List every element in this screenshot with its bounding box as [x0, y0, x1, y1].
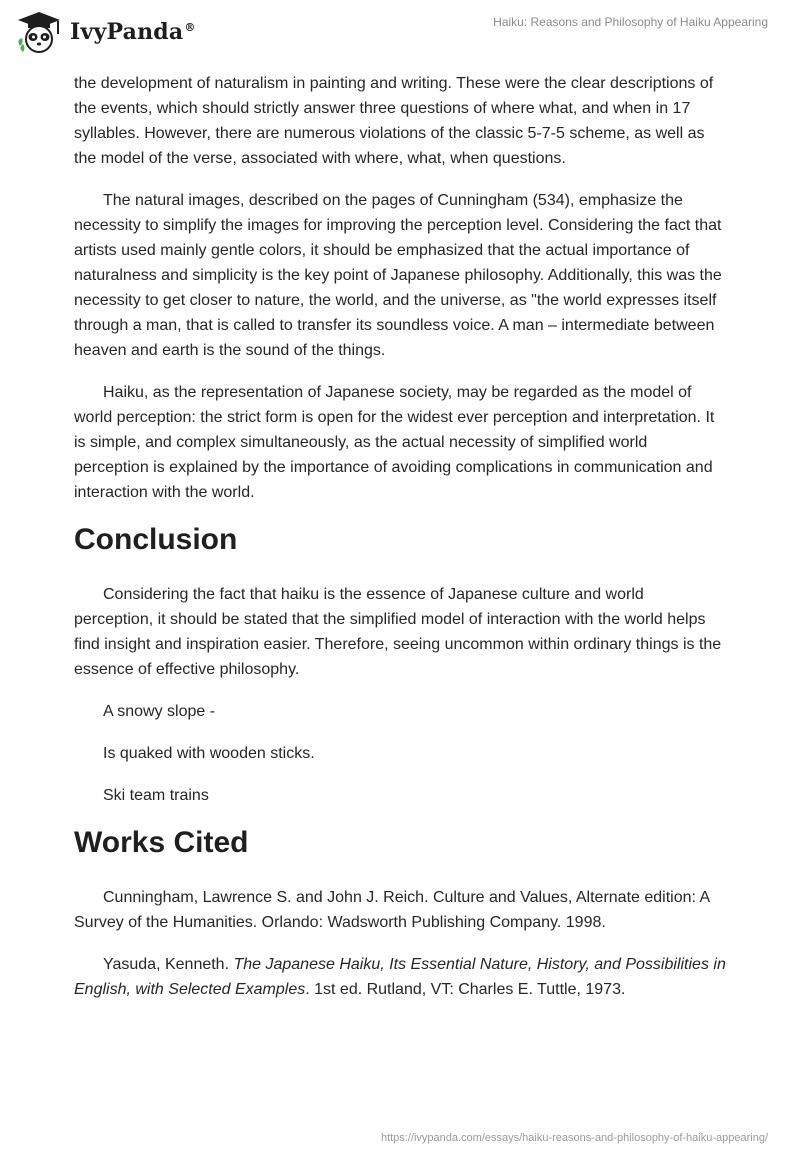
essay-content [74, 71, 726, 1019]
reference-author: Yasuda, Kenneth. [103, 956, 234, 973]
reference-title: The Japanese Haiku, Its Essential Nature, History, and Possibilities in English, with Selected Examples [74, 956, 726, 998]
conclusion-paragraph: Considering the fact that haiku is the essence of Japanese culture and world perception, it should be stated that the simplified model of interaction with the world helps find insight and inspiration easier. Therefore, seeing uncommon within ordinary things is the essence of effective philosophy. [74, 586, 722, 678]
verse-line-1: A snowy slope - [103, 703, 216, 720]
reference-cunningham: Cunningham, Lawrence S. and John J. Reich. Culture and Values, Alternate edition: A Survey of the Humanities. Orlando: Wadsworth Publishing Company. 1998. [74, 889, 710, 931]
ivypanda-logo[interactable] [14, 10, 196, 54]
works-cited-heading: Works Cited [74, 826, 249, 859]
logo-wordmark: IvyPanda® [70, 19, 196, 45]
reference-yasuda [74, 952, 726, 1002]
paragraph-natural-images: The natural images, described on the pages of Cunningham (534), emphasize the necessity to simplify the images for improving the perception level. Considering the fact that artists used mainly gentle colors, it should be emphasized that the actual importance of naturalness and simplicity is the key point of Japanese philosophy. Additionally, this was the necessity to get closer to nature, the world, and the universe, as "the world expresses itself through a man, that is called to transfer its soundless voice. A man – intermediate between heaven and earth is the sound of the things. [74, 192, 722, 359]
running-title: Haiku: Reasons and Philosophy of Haiku Appearing [493, 15, 768, 29]
reference-publication: . 1st ed. Rutland, VT: Charles E. Tuttle, 1973. [305, 981, 626, 998]
page-header [0, 0, 800, 72]
paragraph-continued: the development of naturalism in painting and writing. These were the clear descriptions of the events, which should strictly answer three questions of where what, and when in 17 syllables. However, there are numerous violations of the classic 5-7-5 scheme, as well as the model of the verse, associated with where, what, when questions. [74, 75, 714, 167]
verse-line-3: Ski team trains [103, 787, 209, 804]
panda-graduate-icon [14, 10, 64, 54]
paragraph-haiku-society: Haiku, as the representation of Japanese society, may be regarded as the model of world perception: the strict form is open for the widest ever perception and interpretation. It is simple, and complex simultaneously, as the actual necessity of simplified world perception is explained by the importance of avoiding complications in communication and interaction with the world. [74, 384, 715, 501]
source-url[interactable]: https://ivypanda.com/essays/haiku-reasons-and-philosophy-of-haiku-appearing/ [380, 1132, 768, 1144]
verse-line-2: Is quaked with wooden sticks. [103, 745, 315, 762]
conclusion-heading: Conclusion [74, 523, 238, 556]
